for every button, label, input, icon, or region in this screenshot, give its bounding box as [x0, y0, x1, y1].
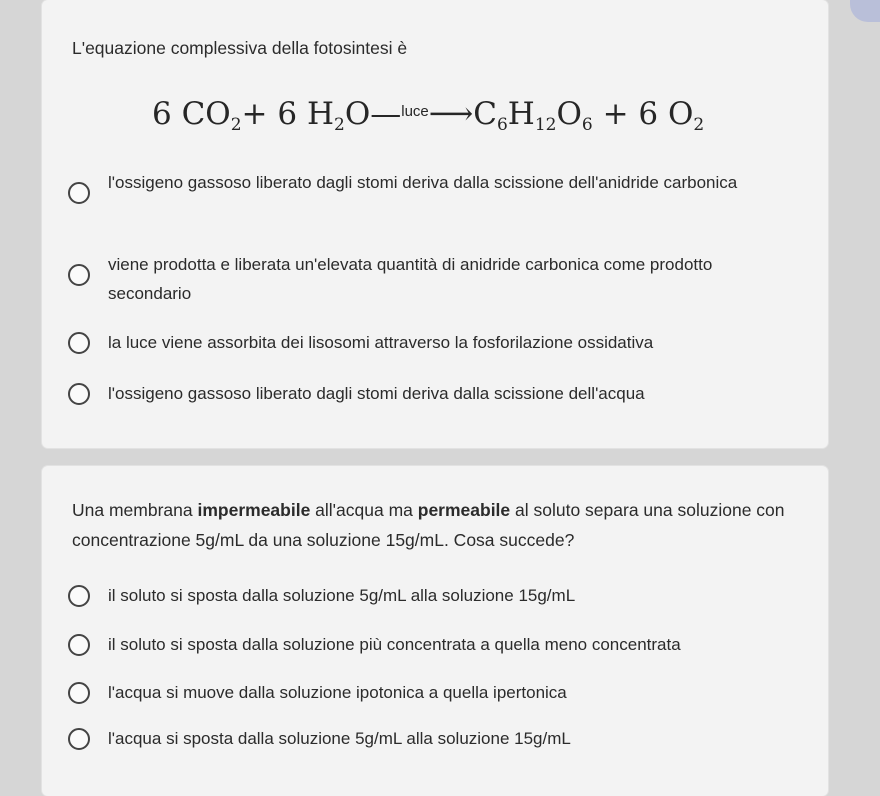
option-label: viene prodotta e liberata un'elevata quantità di anidride carbonica come prodotto secondario — [108, 255, 713, 303]
answer-option[interactable] — [42, 630, 802, 660]
eq-co2-sub: 2 — [230, 115, 242, 135]
answer-option[interactable] — [42, 328, 802, 358]
question-card-membrane — [42, 466, 828, 796]
eq-co2: CO — [181, 96, 231, 132]
question-prompt — [72, 495, 812, 555]
question-card-photosynthesis — [42, 0, 828, 448]
radio-button[interactable] — [68, 383, 90, 405]
eq-o2-sub: 6 — [581, 115, 593, 135]
answer-option[interactable] — [42, 250, 802, 310]
eq-c: C — [473, 96, 497, 132]
prompt-bold-impermeable: impermeabile — [197, 500, 311, 520]
eq-coefficient: 6 — [152, 96, 182, 132]
option-label: l'acqua si muove dalla soluzione ipotonica a quella ipertonica — [108, 683, 567, 702]
answer-option[interactable] — [42, 678, 802, 708]
radio-button[interactable] — [68, 332, 90, 354]
prompt-text: Una membrana — [72, 500, 198, 520]
question-prompt: L'equazione complessiva della fotosintesi è — [72, 38, 408, 58]
option-label: l'ossigeno gassoso liberato dagli stomi deriva dalla scissione dell'acqua — [108, 384, 645, 403]
radio-button[interactable] — [68, 264, 90, 286]
radio-button[interactable] — [68, 182, 90, 204]
eq-h2: H — [507, 96, 535, 132]
prompt-text: all'acqua ma — [310, 500, 418, 520]
radio-button[interactable] — [68, 585, 90, 607]
corner-decoration — [850, 0, 880, 22]
answer-option[interactable] — [42, 379, 802, 409]
eq-c-sub: 6 — [496, 115, 508, 135]
option-label: il soluto si sposta dalla soluzione più concentrata a quella meno concentrata — [108, 635, 681, 654]
eq-o: O — [344, 96, 371, 132]
answer-option[interactable] — [42, 724, 802, 754]
option-label: l'acqua si sposta dalla soluzione 5g/mL alla soluzione 15g/mL — [108, 729, 571, 748]
eq-arrow-label: luce — [401, 103, 429, 120]
radio-button[interactable] — [68, 682, 90, 704]
eq-h2-sub: 12 — [534, 115, 557, 135]
option-label: l'ossigeno gassoso liberato dagli stomi deriva dalla scissione dell'anidride carbonica — [108, 173, 738, 192]
option-label: la luce viene assorbita dei lisosomi attraverso la fosforilazione ossidativa — [108, 333, 654, 352]
radio-button[interactable] — [68, 728, 90, 750]
eq-arrow-start: — — [370, 96, 402, 132]
radio-button[interactable] — [68, 634, 90, 656]
eq-o2: O — [556, 96, 582, 132]
answer-option[interactable] — [42, 581, 802, 611]
eq-plus: + 6 — [241, 96, 307, 132]
eq-h: H — [306, 96, 334, 132]
arrow-right-icon: ⟶ — [428, 96, 474, 132]
prompt-text: al soluto separa una soluzione con concentrazione 5g/mL da una soluzione 15g/mL. Cosa succede? — [72, 500, 785, 550]
eq-oxygen: O — [668, 96, 694, 132]
eq-h-sub: 2 — [334, 115, 345, 135]
prompt-bold-permeable: permeabile — [417, 500, 511, 520]
option-label: il soluto si sposta dalla soluzione 5g/mL alla soluzione 15g/mL — [108, 586, 576, 605]
eq-oxygen-sub: 2 — [693, 115, 705, 135]
answer-option[interactable] — [42, 168, 802, 228]
photosynthesis-equation — [152, 92, 704, 145]
eq-plus2: + 6 — [592, 96, 668, 132]
